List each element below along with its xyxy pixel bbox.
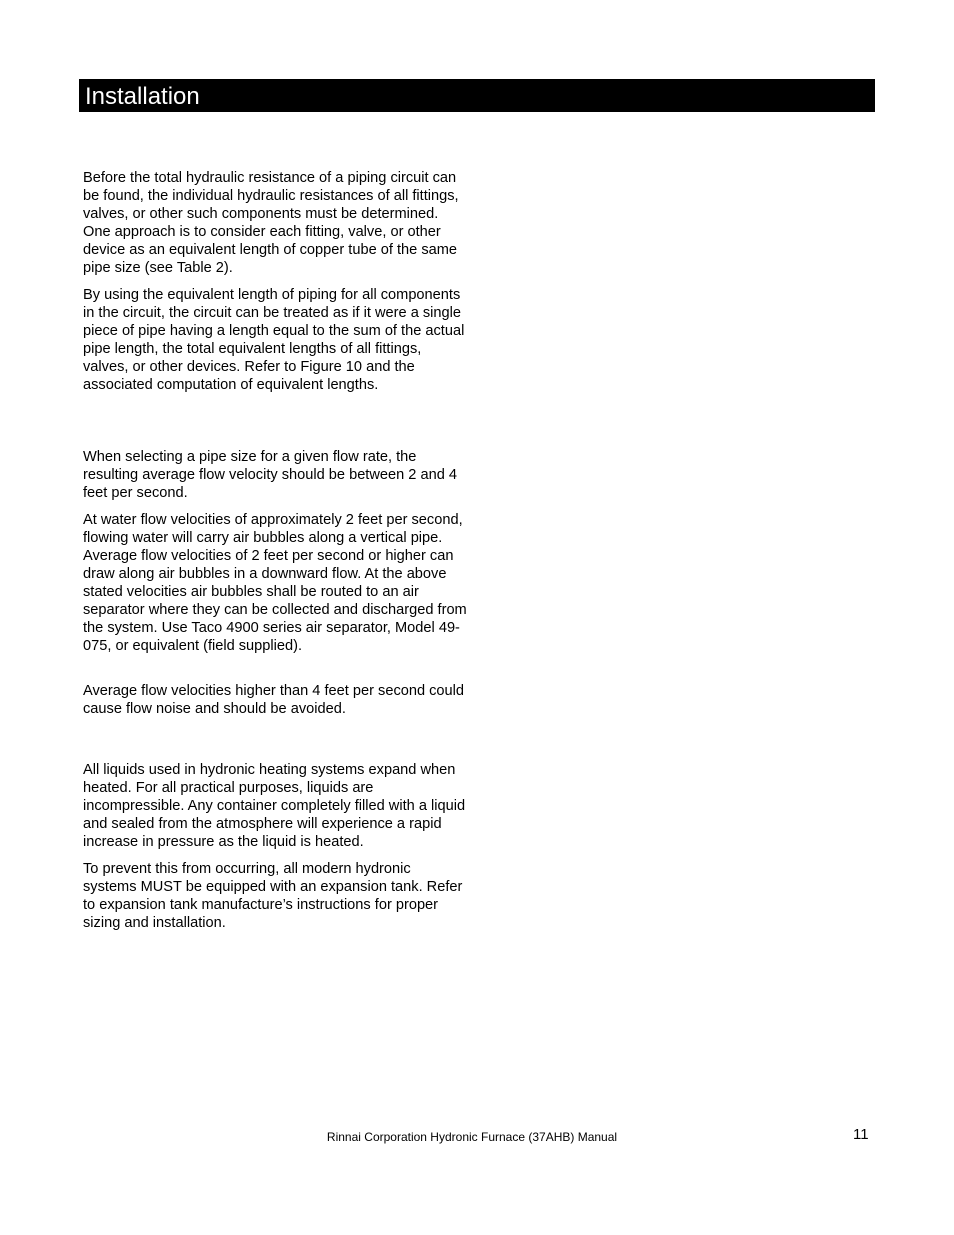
section-title: Installation [85,83,200,110]
paragraph-flow-noise: Average flow velocities higher than 4 feet per second could cause flow noise and should be avoided. [83,683,465,717]
paragraph-air-bubbles: At water flow velocities of approximately 2 feet per second, flowing water will carry air bubbles along a vertical pipe. Average flow velocities of 2 feet per second or higher can draw along air bubbles in a downward flow. At the above stated velocities air bubbles shall be routed to an air separator where they can be collected and discharged from the system. Use Taco 4900 series air separator, Model 49-075, or equivalent (field supplied). [83,512,467,654]
paragraph-pipe-size: When selecting a pipe size for a given flow rate, the resulting average flow velocity should be between 2 and 4 feet per second. [83,449,458,501]
footer-manual-title: Rinnai Corporation Hydronic Furnace (37AHB) Manual [326,1130,618,1144]
section-header-bar [79,79,875,112]
page-number: 11 [853,1126,869,1143]
paragraph-liquid-expansion: All liquids used in hydronic heating systems expand when heated. For all practical purposes, liquids are incompressible. Any container completely filled with a liquid and sealed from the atmosphere will experience a rapid increase in pressure as the liquid is heated. [83,762,466,850]
paragraph-hydraulic-resistance: Before the total hydraulic resistance of a piping circuit can be found, the individual hydraulic resistances of all fittings, valves, or other such components must be determined. One approach is to consider each fitting, valve, or other device as an equivalent length of copper tube of the same pipe size (see Table 2). [83,170,459,276]
paragraph-equivalent-length: By using the equivalent length of piping for all components in the circuit, the circuit can be treated as if it were a single piece of pipe having a length equal to the sum of the actual pipe length, the total equivalent lengths of all fittings, valves, or other devices. Refer to Figure 10 and the associated computation of equivalent lengths. [83,287,465,393]
paragraph-expansion-tank: To prevent this from occurring, all modern hydronic systems MUST be equipped with an expansion tank. Refer to expansion tank manufacture’s instructions for proper sizing and installation. [83,861,463,931]
